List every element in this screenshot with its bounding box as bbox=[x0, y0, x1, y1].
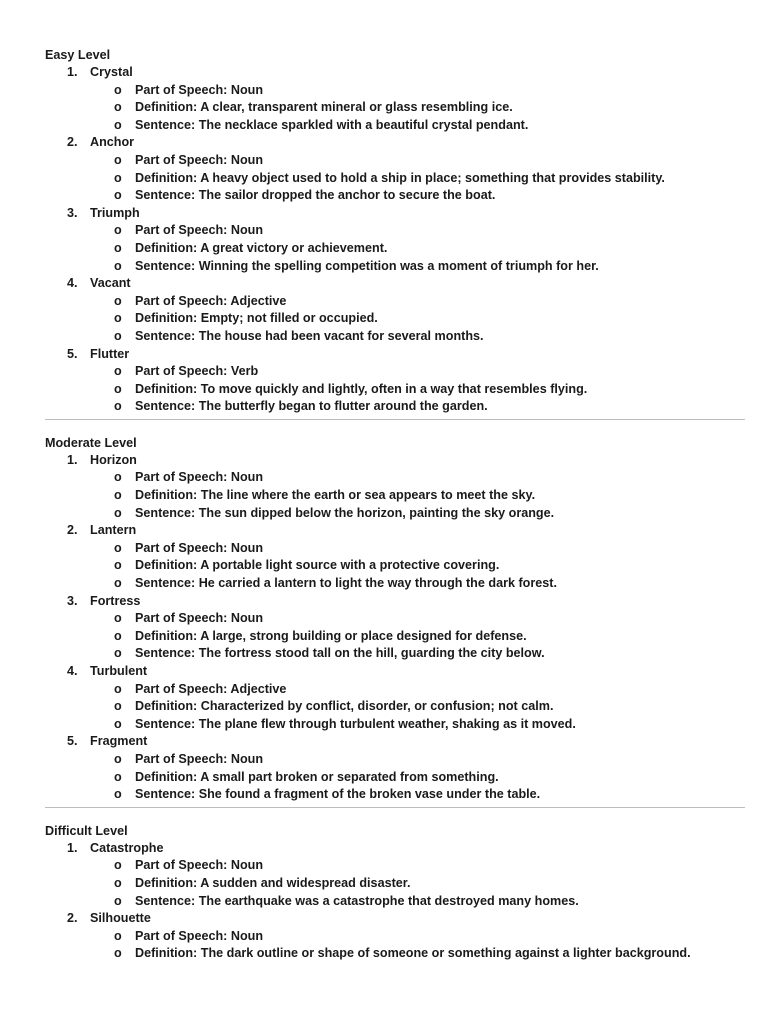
pos-line bbox=[45, 540, 723, 558]
bullet-icon: o bbox=[114, 100, 122, 115]
bullet-icon: o bbox=[114, 364, 122, 379]
bullet-icon: o bbox=[114, 293, 122, 308]
section-difficult bbox=[45, 822, 723, 963]
word-term: Horizon bbox=[90, 452, 137, 467]
pos-line bbox=[45, 82, 723, 100]
sentence: Sentence: The necklace sparkled with a beautiful crystal pendant. bbox=[135, 117, 529, 132]
part-of-speech: Part of Speech: Noun bbox=[135, 611, 264, 626]
sentence-line bbox=[45, 117, 723, 135]
part-of-speech: Part of Speech: Verb bbox=[135, 364, 259, 379]
sentence-line bbox=[45, 575, 723, 593]
word-item bbox=[45, 275, 723, 293]
word-item bbox=[45, 346, 723, 364]
word-item bbox=[45, 733, 723, 751]
bullet-icon: o bbox=[114, 381, 122, 396]
word-item bbox=[45, 522, 723, 540]
bullet-icon: o bbox=[114, 240, 122, 255]
definition: Definition: A small part broken or separated from something. bbox=[135, 769, 499, 784]
definition-line bbox=[45, 487, 723, 505]
bullet-icon: o bbox=[114, 576, 122, 591]
definition: Definition: A sudden and widespread disaster. bbox=[135, 875, 411, 890]
sentence-line bbox=[45, 187, 723, 205]
bullet-icon: o bbox=[114, 628, 122, 643]
bullet-icon: o bbox=[114, 928, 122, 943]
part-of-speech: Part of Speech: Noun bbox=[135, 540, 264, 555]
bullet-icon: o bbox=[114, 82, 122, 97]
definition-line bbox=[45, 381, 723, 399]
word-item bbox=[45, 910, 723, 928]
definition: Definition: To move quickly and lightly, often in a way that resembles flying. bbox=[135, 381, 588, 396]
part-of-speech: Part of Speech: Noun bbox=[135, 470, 264, 485]
section-moderate bbox=[45, 434, 723, 808]
pos-line bbox=[45, 222, 723, 240]
sentence-line bbox=[45, 328, 723, 346]
sentence: Sentence: She found a fragment of the broken vase under the table. bbox=[135, 787, 541, 802]
item-number: 1. bbox=[67, 65, 78, 79]
definition-line bbox=[45, 769, 723, 787]
item-number: 5. bbox=[67, 346, 78, 361]
pos-line bbox=[45, 152, 723, 170]
item-number: 4. bbox=[67, 664, 78, 678]
bullet-icon: o bbox=[114, 470, 122, 485]
sentence-line bbox=[45, 258, 723, 276]
word-term: Anchor bbox=[90, 135, 135, 150]
part-of-speech: Part of Speech: Noun bbox=[135, 152, 264, 167]
item-number: 1. bbox=[67, 840, 78, 855]
bullet-icon: o bbox=[114, 787, 122, 802]
part-of-speech: Part of Speech: Noun bbox=[135, 858, 264, 873]
bullet-icon: o bbox=[114, 488, 122, 503]
part-of-speech: Part of Speech: Noun bbox=[135, 928, 264, 943]
section-title: Difficult Level bbox=[45, 823, 128, 838]
word-item bbox=[45, 452, 723, 470]
sentence: Sentence: The earthquake was a catastrophe that destroyed many homes. bbox=[135, 893, 579, 908]
definition: Definition: A large, strong building or place designed for defense. bbox=[135, 628, 527, 643]
bullet-icon: o bbox=[114, 152, 122, 167]
definition-line bbox=[45, 628, 723, 646]
bullet-icon: o bbox=[114, 540, 122, 555]
pos-line bbox=[45, 857, 723, 875]
pos-line bbox=[45, 928, 723, 946]
definition: Definition: The line where the earth or sea appears to meet the sky. bbox=[135, 488, 536, 503]
sentence: Sentence: The butterfly began to flutter around the garden. bbox=[135, 399, 488, 414]
word-term: Silhouette bbox=[90, 911, 151, 926]
part-of-speech: Part of Speech: Noun bbox=[135, 751, 264, 766]
pos-line bbox=[45, 469, 723, 487]
definition: Definition: A portable light source with a protective covering. bbox=[135, 558, 500, 573]
word-term: Fortress bbox=[90, 593, 141, 608]
sentence-line bbox=[45, 505, 723, 523]
sentence: Sentence: He carried a lantern to light the way through the dark forest. bbox=[135, 576, 557, 591]
word-item bbox=[45, 663, 723, 681]
bullet-icon: o bbox=[114, 646, 122, 661]
sentence: Sentence: The fortress stood tall on the hill, guarding the city below. bbox=[135, 646, 545, 661]
word-term: Flutter bbox=[90, 346, 130, 361]
definition: Definition: Empty; not filled or occupied. bbox=[135, 311, 378, 326]
word-term: Catastrophe bbox=[90, 840, 164, 855]
definition-line bbox=[45, 945, 723, 963]
word-item bbox=[45, 205, 723, 223]
bullet-icon: o bbox=[114, 893, 122, 908]
bullet-icon: o bbox=[114, 751, 122, 766]
sentence: Sentence: Winning the spelling competition was a moment of triumph for her. bbox=[135, 258, 599, 273]
sentence: Sentence: The house had been vacant for several months. bbox=[135, 328, 484, 343]
bullet-icon: o bbox=[114, 716, 122, 731]
sentence-line bbox=[45, 398, 723, 416]
bullet-icon: o bbox=[114, 558, 122, 573]
part-of-speech: Part of Speech: Adjective bbox=[135, 293, 287, 308]
section-divider bbox=[45, 419, 745, 420]
part-of-speech: Part of Speech: Noun bbox=[135, 223, 264, 238]
pos-line bbox=[45, 363, 723, 381]
sentence-line bbox=[45, 786, 723, 804]
sentence-line bbox=[45, 716, 723, 734]
word-term: Lantern bbox=[90, 523, 137, 538]
word-term: Fragment bbox=[90, 734, 148, 749]
bullet-icon: o bbox=[114, 769, 122, 784]
definition: Definition: Characterized by conflict, disorder, or confusion; not calm. bbox=[135, 699, 554, 714]
definition-line bbox=[45, 240, 723, 258]
bullet-icon: o bbox=[114, 505, 122, 520]
item-number: 2. bbox=[67, 523, 78, 538]
section-title: Easy Level bbox=[45, 48, 111, 62]
sentence-line bbox=[45, 893, 723, 911]
word-term: Vacant bbox=[90, 276, 131, 291]
definition-line bbox=[45, 99, 723, 117]
bullet-icon: o bbox=[114, 875, 122, 890]
item-number: 3. bbox=[67, 205, 78, 220]
bullet-icon: o bbox=[114, 328, 122, 343]
part-of-speech: Part of Speech: Noun bbox=[135, 82, 264, 97]
bullet-icon: o bbox=[114, 188, 122, 203]
item-number: 2. bbox=[67, 135, 78, 150]
pos-line bbox=[45, 610, 723, 628]
part-of-speech: Part of Speech: Adjective bbox=[135, 681, 287, 696]
pos-line bbox=[45, 751, 723, 769]
pos-line bbox=[45, 293, 723, 311]
sentence-line bbox=[45, 645, 723, 663]
section-title: Moderate Level bbox=[45, 435, 137, 450]
word-term: Crystal bbox=[90, 65, 133, 79]
definition: Definition: A clear, transparent mineral or glass resembling ice. bbox=[135, 100, 513, 115]
definition-line bbox=[45, 557, 723, 575]
bullet-icon: o bbox=[114, 399, 122, 414]
sentence: Sentence: The sailor dropped the anchor to secure the boat. bbox=[135, 188, 496, 203]
bullet-icon: o bbox=[114, 170, 122, 185]
bullet-icon: o bbox=[114, 117, 122, 132]
word-item bbox=[45, 840, 723, 858]
item-number: 3. bbox=[67, 593, 78, 608]
item-number: 2. bbox=[67, 911, 78, 926]
definition-line bbox=[45, 698, 723, 716]
bullet-icon: o bbox=[114, 946, 122, 961]
bullet-icon: o bbox=[114, 258, 122, 273]
word-item bbox=[45, 134, 723, 152]
sentence: Sentence: The sun dipped below the horizon, painting the sky orange. bbox=[135, 505, 555, 520]
definition-line bbox=[45, 310, 723, 328]
word-term: Turbulent bbox=[90, 664, 148, 678]
word-item bbox=[45, 64, 723, 82]
sentence: Sentence: The plane flew through turbulent weather, shaking as it moved. bbox=[135, 716, 576, 731]
bullet-icon: o bbox=[114, 311, 122, 326]
definition: Definition: A great victory or achievement. bbox=[135, 240, 388, 255]
item-number: 4. bbox=[67, 276, 78, 291]
word-item bbox=[45, 593, 723, 611]
bullet-icon: o bbox=[114, 699, 122, 714]
word-term: Triumph bbox=[90, 205, 140, 220]
definition: Definition: A heavy object used to hold a ship in place; something that provides stability. bbox=[135, 170, 665, 185]
bullet-icon: o bbox=[114, 858, 122, 873]
section-easy bbox=[45, 46, 723, 420]
item-number: 5. bbox=[67, 734, 78, 749]
definition-line bbox=[45, 170, 723, 188]
definition-line bbox=[45, 875, 723, 893]
bullet-icon: o bbox=[114, 681, 122, 696]
bullet-icon: o bbox=[114, 223, 122, 238]
bullet-icon: o bbox=[114, 611, 122, 626]
pos-line bbox=[45, 681, 723, 699]
item-number: 1. bbox=[67, 452, 78, 467]
section-divider bbox=[45, 807, 745, 808]
definition: Definition: The dark outline or shape of someone or something against a lighter background. bbox=[135, 946, 691, 961]
